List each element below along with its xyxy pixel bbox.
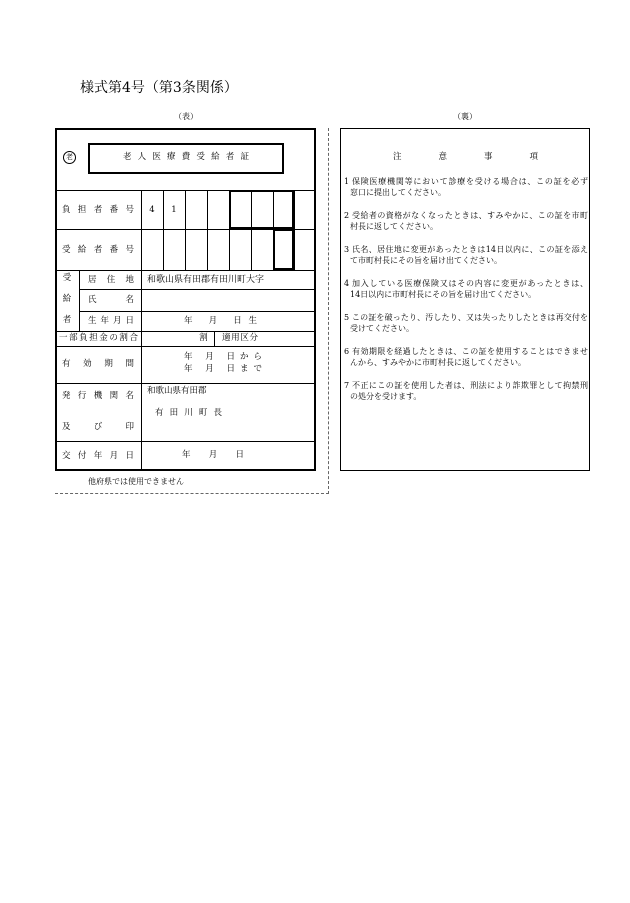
back-card	[340, 128, 590, 471]
issuer-seal-label: 及 び 印	[62, 422, 134, 432]
note-text-line: 有効期限を経過したときは、この証を使用することはできませ	[352, 347, 588, 356]
birth-date-label: 生 年 月 日	[88, 316, 134, 326]
cut-line-vertical	[328, 128, 329, 494]
note-text-line: 加入している医療保険又はその内容に変更があったときは、	[352, 279, 588, 288]
notes-list	[341, 176, 589, 414]
note-text-line: 受けてください。	[350, 324, 414, 333]
note-text-line: 村長に返してください。	[350, 222, 438, 231]
note-number: 7	[344, 381, 350, 390]
recipient-number-label: 受 給 者 番 号	[62, 245, 134, 255]
name-label: 氏 名	[88, 295, 134, 305]
form-number-title: 様式第4号（第3条関係）	[80, 80, 238, 96]
recipient-group-label: 受 給 者	[62, 273, 72, 325]
note-item	[341, 312, 589, 334]
note-number: 4	[344, 279, 350, 288]
payer-number-digit: 1	[171, 205, 177, 215]
address-label: 居 住 地	[88, 275, 134, 285]
note-item	[341, 346, 589, 368]
note-text-line: 氏名、居住地に変更があったときは14日以内に、この証を添え	[352, 245, 588, 254]
note-number: 3	[344, 245, 350, 254]
note-item	[341, 244, 589, 266]
birth-date-value: 年 月 日生	[184, 316, 257, 326]
validity-to: 年 月 日まで	[184, 364, 262, 374]
note-number: 1	[344, 177, 350, 186]
issuer-name-label: 発 行 機 関 名	[62, 391, 134, 401]
note-item	[341, 210, 589, 232]
validity-period-label: 有 効 期 間	[62, 359, 134, 369]
note-item	[341, 278, 589, 300]
note-item	[341, 176, 589, 198]
issuer-head: 有 田 川 町 長	[155, 408, 222, 418]
card-title: 老 人 医 療 費 受 給 者 証	[123, 152, 249, 162]
note-number: 2	[344, 211, 350, 220]
back-side-label: （裏）	[453, 112, 477, 121]
note-number: 6	[344, 347, 350, 356]
copay-ratio-label: 一部負担金の割合	[59, 333, 138, 343]
payer-number-highlight-box	[230, 191, 293, 228]
validity-from: 年 月 日から	[184, 352, 262, 362]
front-card	[55, 128, 316, 471]
note-text-line: 保険医療機関等において診療を受ける場合は、この証を必ず	[352, 177, 588, 186]
note-text-line: この証を破ったり、汚したり、又は失ったりしたときは再交付を	[352, 313, 588, 322]
notes-heading: 注 意 事 項	[393, 152, 538, 162]
copay-ratio-unit: 割	[199, 333, 208, 343]
note-item	[341, 380, 589, 402]
payer-number-digit: 4	[149, 205, 155, 215]
note-number: 5	[344, 313, 350, 322]
note-text-line: 不正にこの証を使用した者は、刑法により詐欺罪として拘禁刑	[352, 381, 588, 390]
cut-line-horizontal	[55, 493, 329, 494]
applicable-category-label: 適用区分	[222, 333, 258, 343]
front-side-label: （表）	[174, 112, 198, 121]
address-value: 和歌山県有田郡有田川町大字	[147, 275, 265, 285]
circled-mark: 老	[66, 153, 73, 161]
note-text-line: の処分を受けます。	[350, 392, 422, 401]
note-text-line: 14日以内に市町村長にその旨を届け出てください。	[350, 290, 537, 299]
usage-restriction-note: 他府県では使用できません	[88, 477, 184, 486]
issue-date-label: 交 付 年 月 日	[62, 451, 134, 461]
note-text-line: 窓口に提出してください。	[350, 188, 446, 197]
issuer-organization: 和歌山県有田郡	[147, 386, 207, 396]
payer-number-label: 負 担 者 番 号	[62, 205, 134, 215]
note-text-line: て市町村長にその旨を届け出てください。	[350, 256, 502, 265]
issue-date-value: 年 月 日	[182, 450, 244, 460]
note-text-line: 受給者の資格がなくなったときは、すみやかに、この証を市町	[352, 211, 588, 220]
recipient-number-check-digit-box	[274, 230, 293, 269]
note-text-line: んから、すみやかに市町村長に返してください。	[350, 358, 526, 367]
